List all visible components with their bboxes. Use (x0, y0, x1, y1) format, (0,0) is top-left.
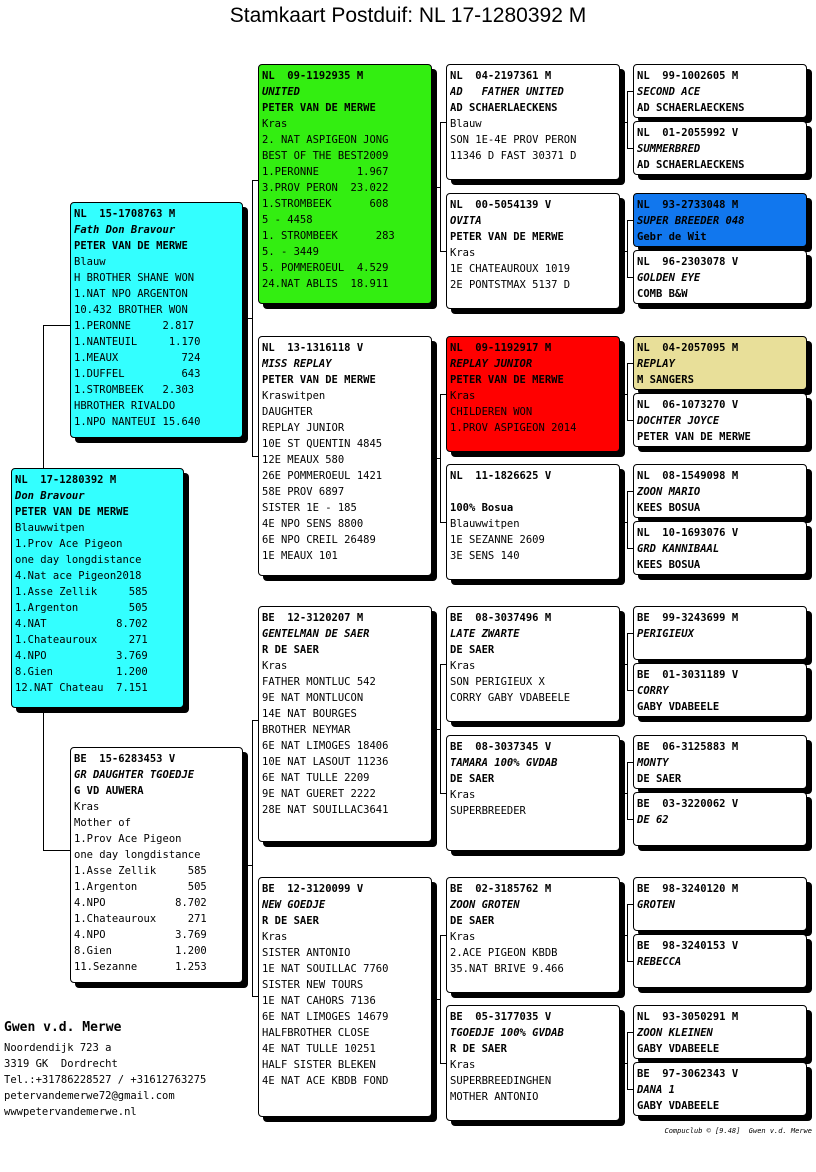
breeder-email: petervandemerwe72@gmail.com (4, 1090, 175, 1102)
owner-name: R DE SAER (262, 915, 319, 927)
pedigree-note: 1.NPO NANTEUI 15.640 (74, 416, 201, 428)
connector-line (440, 394, 441, 522)
pedigree-note: 10.432 BROTHER WON (74, 304, 188, 316)
ring-number: BE 12-3120207 M (262, 612, 364, 624)
breeder-address-line2: 3319 GK Dordrecht (4, 1058, 118, 1070)
pedigree-note: 12E MEAUX 580 (262, 454, 345, 466)
pedigree-note: 1E NAT CAHORS 7136 (262, 995, 376, 1007)
ancestor-card-h12[interactable] (633, 792, 807, 846)
connector-line (244, 865, 252, 866)
pedigree-note: 1.DUFFEL 643 (74, 368, 201, 380)
ancestor-card-h4[interactable] (633, 250, 807, 304)
connector-line (620, 935, 627, 936)
pigeon-name: NEW GOEDJE (262, 899, 326, 911)
pedigree-note: 1.PERONNE 1.967 (262, 166, 389, 178)
pedigree-note: 8.Gien 1.200 (74, 945, 207, 957)
ancestor-card-h1[interactable] (633, 64, 807, 118)
pedigree-note: 11346 D FAST 30371 D (450, 150, 577, 162)
pedigree-note: Kras (450, 390, 476, 402)
connector-line (432, 999, 440, 1000)
pedigree-note: 4.NAT 8.702 (15, 618, 148, 630)
connector-line (440, 664, 441, 793)
ring-number: NL 96-2303078 V (637, 256, 739, 268)
pigeon-name: OVITA (450, 215, 482, 227)
pedigree-note: 1.NAT NPO ARGENTON (74, 288, 188, 300)
owner-name: DE SAER (450, 773, 495, 785)
pedigree-note: CORRY GABY VDABEELE (450, 692, 571, 704)
pedigree-note: 1.Asse Zellik 585 (15, 586, 148, 598)
pedigree-note: 3.PROV PERON 23.022 (262, 182, 389, 194)
ring-number: NL 09-1192917 M (450, 342, 552, 354)
ancestor-card-h5[interactable] (633, 336, 807, 390)
pedigree-note: SON 1E-4E PROV PERON (450, 134, 577, 146)
ancestor-card-g2[interactable] (446, 193, 620, 309)
pedigree-note: 12.NAT Chateau 7.151 (15, 682, 148, 694)
owner-name: R DE SAER (262, 644, 319, 656)
ancestor-card-g8[interactable] (446, 1005, 620, 1121)
pedigree-note: 26E POMMEROEUL 1421 (262, 470, 383, 482)
pedigree-note: 1.Prov Ace Pigeon (15, 538, 123, 550)
connector-line (252, 720, 253, 996)
ring-number: BE 15-6283453 V (74, 753, 176, 765)
ancestor-card-h9[interactable] (633, 606, 807, 660)
pedigree-note: 6E NAT LIMOGES 18406 (262, 740, 389, 752)
pigeon-name: REPLAY JUNIOR (450, 358, 533, 370)
pedigree-note: Kras (74, 801, 100, 813)
pigeon-name: GRD KANNIBAAL (637, 543, 720, 555)
pedigree-note: HALFBROTHER CLOSE (262, 1027, 370, 1039)
pedigree-note: 1.Asse Zellik 585 (74, 865, 207, 877)
pedigree-note: 4E NAT ACE KBDB FOND (262, 1075, 389, 1087)
pigeon-name: SECOND ACE (637, 86, 701, 98)
ring-number: NL 93-3050291 M (637, 1011, 739, 1023)
pigeon-name: MISS REPLAY (262, 358, 332, 370)
pigeon-name: LATE ZWARTE (450, 628, 520, 640)
ancestor-card-h13[interactable] (633, 877, 807, 931)
pedigree-note: 1.Chateauroux 271 (15, 634, 148, 646)
connector-line (244, 318, 252, 319)
connector-line (627, 762, 628, 819)
ancestor-card-g3[interactable] (446, 336, 620, 452)
owner-name: GABY VDABEELE (637, 701, 720, 713)
owner-name: DE SAER (450, 644, 495, 656)
ring-number: BE 12-3120099 V (262, 883, 364, 895)
owner-name: AD SCHAERLAECKENS (637, 159, 745, 171)
pedigree-note: 4.NPO 3.769 (15, 650, 148, 662)
pedigree-note: one day longdistance (15, 554, 142, 566)
ring-number: BE 02-3185762 M (450, 883, 552, 895)
owner-name (637, 642, 803, 658)
pedigree-note: SISTER ANTONIO (262, 947, 351, 959)
ring-number: NL 13-1316118 V (262, 342, 364, 354)
pedigree-note: 9E NAT MONTLUCON (262, 692, 364, 704)
owner-name: Gebr de Wit (637, 231, 707, 243)
ring-number: BE 98-3240153 V (637, 940, 739, 952)
pedigree-note: Kras (262, 931, 288, 943)
pedigree-note: Kras (450, 931, 476, 943)
connector-line (620, 394, 627, 395)
pedigree-note: 1.NANTEUIL 1.170 (74, 336, 201, 348)
connector-line (43, 325, 70, 326)
ring-number: NL 06-1073270 V (637, 399, 739, 411)
pedigree-note: 1.PERONNE 2.817 (74, 320, 195, 332)
pedigree-note: Kras (262, 660, 288, 672)
pedigree-note: Kraswitpen (262, 390, 326, 402)
pedigree-note: 10E NAT LASOUT 11236 (262, 756, 389, 768)
pedigree-note: SISTER NEW TOURS (262, 979, 364, 991)
owner-name: GABY VDABEELE (637, 1043, 720, 1055)
pedigree-note: SISTER 1E - 185 (262, 502, 357, 514)
owner-name: M SANGERS (637, 374, 694, 386)
ancestor-card-g5[interactable] (446, 606, 620, 722)
pigeon-name: Don Bravour (15, 490, 85, 502)
ancestor-card-h10[interactable] (633, 663, 807, 717)
pedigree-note: HBROTHER RIVALDO (74, 400, 176, 412)
breeder-phone: Tel.:+31786228527 / +31612763275 (4, 1074, 207, 1086)
pedigree-note: Blauwwitpen (15, 522, 85, 534)
pedigree-note: SUPERBREEDINGHEN (450, 1075, 552, 1087)
owner-name: COMB B&W (637, 288, 688, 300)
pedigree-note: 11.Sezanne 1.253 (74, 961, 207, 973)
ring-number: BE 06-3125883 M (637, 741, 739, 753)
pedigree-note: Kras (450, 660, 476, 672)
pedigree-note: Kras (262, 118, 288, 130)
pedigree-note: 8.Gien 1.200 (15, 666, 148, 678)
pedigree-note: 5 - 4458 (262, 214, 313, 226)
pigeon-name: GROTEN (637, 899, 675, 911)
pedigree-note: 5. - 3449 (262, 246, 319, 258)
ring-number: NL 15-1708763 M (74, 208, 176, 220)
connector-line (620, 251, 627, 252)
connector-line (252, 180, 253, 456)
owner-name (637, 913, 803, 929)
breeder-website: wwwpetervandemerwe.nl (4, 1106, 137, 1118)
ring-number: NL 04-2057095 M (637, 342, 739, 354)
ring-number: NL 93-2733048 M (637, 199, 739, 211)
owner-name: R DE SAER (450, 1043, 507, 1055)
connector-line (627, 363, 628, 420)
ancestor-card-g7[interactable] (446, 877, 620, 993)
connector-line (432, 458, 440, 459)
pigeon-name: ZOON KLEINEN (637, 1027, 713, 1039)
ring-number: NL 09-1192935 M (262, 70, 364, 82)
ancestor-card-h14[interactable] (633, 934, 807, 988)
subject-pigeon-card[interactable] (11, 468, 184, 708)
owner-name: AD SCHAERLAECKENS (450, 102, 558, 114)
ancestor-card-g4[interactable] (446, 464, 620, 580)
connector-line (432, 729, 440, 730)
pedigree-note: 1E MEAUX 101 (262, 550, 338, 562)
connector-line (620, 664, 627, 665)
pedigree-note: 58E PROV 6897 (262, 486, 345, 498)
pedigree-note: 4.NPO 8.702 (74, 897, 207, 909)
pedigree-note: SON PERIGIEUX X (450, 676, 545, 688)
pigeon-name (450, 484, 616, 500)
pedigree-note: 1. STROMBEEK 283 (262, 230, 395, 242)
pedigree-note: CHILDEREN WON (450, 406, 533, 418)
owner-name: PETER VAN DE MERWE (74, 240, 188, 252)
pedigree-note: BEST OF THE BEST2009 (262, 150, 389, 162)
connector-line (43, 850, 70, 851)
page-title: Stamkaart Postduif: NL 17-1280392 M (229, 4, 587, 27)
pigeon-name: PERIGIEUX (637, 628, 694, 640)
owner-name (637, 970, 803, 986)
pedigree-note: 1E SEZANNE 2609 (450, 534, 545, 546)
owner-name: PETER VAN DE MERWE (637, 431, 751, 443)
pedigree-note: one day longdistance (74, 849, 201, 861)
pigeon-name: GR DAUGHTER TGOEDJE (74, 769, 195, 781)
ring-number: BE 01-3031189 V (637, 669, 739, 681)
ancestor-card-h15[interactable] (633, 1005, 807, 1059)
connector-line (440, 122, 441, 251)
owner-name: AD SCHAERLAECKENS (637, 102, 745, 114)
breeder-name: Gwen v.d. Merwe (4, 1020, 122, 1035)
pedigree-note: HALF SISTER BLEKEN (262, 1059, 376, 1071)
ring-number: NL 00-5054139 V (450, 199, 552, 211)
pedigree-note: 4.Nat ace Pigeon2018 (15, 570, 142, 582)
ring-number: BE 97-3062343 V (637, 1068, 739, 1080)
connector-line (627, 91, 628, 148)
pedigree-note: 4E NAT TULLE 10251 (262, 1043, 376, 1055)
pedigree-note: 1.STROMBEEK 608 (262, 198, 389, 210)
pedigree-note: 6E NAT TULLE 2209 (262, 772, 370, 784)
pedigree-note: SUPERBREEDER (450, 805, 526, 817)
pedigree-note: 2E PONTSTMAX 5137 D (450, 279, 571, 291)
ring-number: NL 17-1280392 M (15, 474, 117, 486)
pedigree-note: Blauw (74, 256, 106, 268)
owner-name: PETER VAN DE MERWE (262, 102, 376, 114)
pedigree-note: 1.Chateauroux 271 (74, 913, 207, 925)
pedigree-note: 35.NAT BRIVE 9.466 (450, 963, 564, 975)
pedigree-note: Kras (450, 1059, 476, 1071)
pedigree-note: 6E NAT LIMOGES 14679 (262, 1011, 389, 1023)
pedigree-note: 1.MEAUX 724 (74, 352, 201, 364)
connector-line (627, 491, 628, 548)
pigeon-name: GOLDEN EYE (637, 272, 701, 284)
ancestor-card-g6[interactable] (446, 735, 620, 851)
owner-name: GABY VDABEELE (637, 1100, 720, 1112)
pedigree-note: BROTHER NEYMAR (262, 724, 351, 736)
pedigree-note: 14E NAT BOURGES (262, 708, 357, 720)
breeder-info (4, 1018, 254, 1120)
pedigree-note: 24.NAT ABLIS 18.911 (262, 278, 389, 290)
ancestor-card-g1[interactable] (446, 64, 620, 180)
connector-line (440, 935, 441, 1063)
pedigree-note: DAUGHTER (262, 406, 313, 418)
pedigree-note: 4E NPO SENS 8800 (262, 518, 364, 530)
dam-dam-card[interactable] (258, 877, 432, 1117)
pedigree-note: 6E NPO CREIL 26489 (262, 534, 376, 546)
ring-number: NL 99-1002605 M (637, 70, 739, 82)
ring-number: NL 01-2055992 V (637, 127, 739, 139)
pedigree-note: 28E NAT SOUILLAC3641 (262, 804, 389, 816)
pigeon-name: UNITED (262, 86, 300, 98)
pigeon-name: DANA 1 (637, 1084, 675, 1096)
pedigree-note: 4.NPO 3.769 (74, 929, 207, 941)
ancestor-card-h3[interactable] (633, 193, 807, 247)
sire-sire-card[interactable] (258, 64, 432, 304)
ring-number: BE 08-3037496 M (450, 612, 552, 624)
ancestor-card-h2[interactable] (633, 121, 807, 175)
ancestor-card-h11[interactable] (633, 735, 807, 789)
ancestor-card-h8[interactable] (633, 521, 807, 575)
pigeon-name: GENTELMAN DE SAER (262, 628, 370, 640)
connector-line (627, 220, 628, 277)
owner-name: G VD AUWERA (74, 785, 144, 797)
sire-card[interactable] (70, 202, 243, 438)
pigeon-name: SUPER BREEDER 048 (637, 215, 745, 227)
pigeon-name: ZOON MARIO (637, 486, 701, 498)
ring-number: NL 04-2197361 M (450, 70, 552, 82)
pigeon-name: Fath Don Bravour (74, 224, 176, 236)
pigeon-name: MONTY (637, 757, 669, 769)
ring-number: NL 10-1693076 V (637, 527, 739, 539)
pedigree-note: H BROTHER SHANE WON (74, 272, 195, 284)
owner-name: PETER VAN DE MERWE (15, 506, 129, 518)
owner-name: KEES BOSUA (637, 559, 701, 571)
connector-line (620, 1063, 627, 1064)
dam-card[interactable] (70, 747, 243, 983)
pigeon-name: TGOEDJE 100% GVDAB (450, 1027, 564, 1039)
pedigree-note: 1.Prov Ace Pigeon (74, 833, 182, 845)
pigeon-name: CORRY (637, 685, 669, 697)
pedigree-note: REPLAY JUNIOR (262, 422, 345, 434)
connector-line (627, 633, 628, 690)
pigeon-name: REBECCA (637, 956, 682, 968)
connector-line (432, 187, 440, 188)
pigeon-name: REPLAY (637, 358, 675, 370)
pigeon-name: ZOON GROTEN (450, 899, 520, 911)
connector-line (627, 904, 628, 961)
pigeon-name: SUMMERBRED (637, 143, 701, 155)
pigeon-name: TAMARA 100% GVDAB (450, 757, 558, 769)
pedigree-note: 1.Argenton 505 (15, 602, 148, 614)
pedigree-note: MOTHER ANTONIO (450, 1091, 539, 1103)
pigeon-name: DE 62 (637, 814, 669, 826)
pedigree-note: Kras (450, 247, 476, 259)
ring-number: BE 99-3243699 M (637, 612, 739, 624)
owner-name: PETER VAN DE MERWE (450, 374, 564, 386)
connector-line (627, 1032, 628, 1089)
pedigree-note: 1.Argenton 505 (74, 881, 207, 893)
ring-number: NL 08-1549098 M (637, 470, 739, 482)
ring-number: BE 08-3037345 V (450, 741, 552, 753)
ring-number: BE 98-3240120 M (637, 883, 739, 895)
pedigree-note: Kras (450, 789, 476, 801)
owner-name: 100% Bosua (450, 502, 514, 514)
ring-number: BE 03-3220062 V (637, 798, 739, 810)
pedigree-note: Blauw (450, 118, 482, 130)
ring-number: BE 05-3177035 V (450, 1011, 552, 1023)
owner-name: DE SAER (637, 773, 682, 785)
ancestor-card-h6[interactable] (633, 393, 807, 447)
connector-line (620, 122, 627, 123)
software-footer: Compuclub © [9.48] Gwen v.d. Merwe (664, 1127, 812, 1135)
sire-dam-card[interactable] (258, 336, 432, 576)
pedigree-note: Blauwwitpen (450, 518, 520, 530)
pigeon-name: DOCHTER JOYCE (637, 415, 720, 427)
pedigree-note: 1.PROV ASPIGEON 2014 (450, 422, 577, 434)
owner-name: PETER VAN DE MERWE (262, 374, 376, 386)
pigeon-name: AD FATHER UNITED (450, 86, 564, 98)
owner-name: KEES BOSUA (637, 502, 701, 514)
breeder-address-line1: Noordendijk 723 a (4, 1042, 112, 1054)
pedigree-note: 1E NAT SOUILLAC 7760 (262, 963, 389, 975)
pedigree-note: 5. POMMEROEUL 4.529 (262, 262, 389, 274)
ring-number: NL 11-1826625 V (450, 470, 552, 482)
pedigree-note: Mother of (74, 817, 131, 829)
pedigree-note: 10E ST QUENTIN 4845 (262, 438, 383, 450)
owner-name: PETER VAN DE MERWE (450, 231, 564, 243)
pedigree-note: 1E CHATEAUROUX 1019 (450, 263, 571, 275)
pedigree-note: FATHER MONTLUC 542 (262, 676, 376, 688)
owner-name: DE SAER (450, 915, 495, 927)
connector-line (620, 522, 627, 523)
pedigree-note: 1.STROMBEEK 2.303 (74, 384, 195, 396)
pedigree-note: 9E NAT GUERET 2222 (262, 788, 376, 800)
owner-name (637, 828, 803, 844)
connector-line (620, 793, 627, 794)
ancestor-card-h16[interactable] (633, 1062, 807, 1116)
dam-sire-card[interactable] (258, 606, 432, 842)
pedigree-note: 2. NAT ASPIGEON JONG (262, 134, 389, 146)
pedigree-note: 2.ACE PIGEON KBDB (450, 947, 558, 959)
ancestor-card-h7[interactable] (633, 464, 807, 518)
pedigree-note: 3E SENS 140 (450, 550, 520, 562)
